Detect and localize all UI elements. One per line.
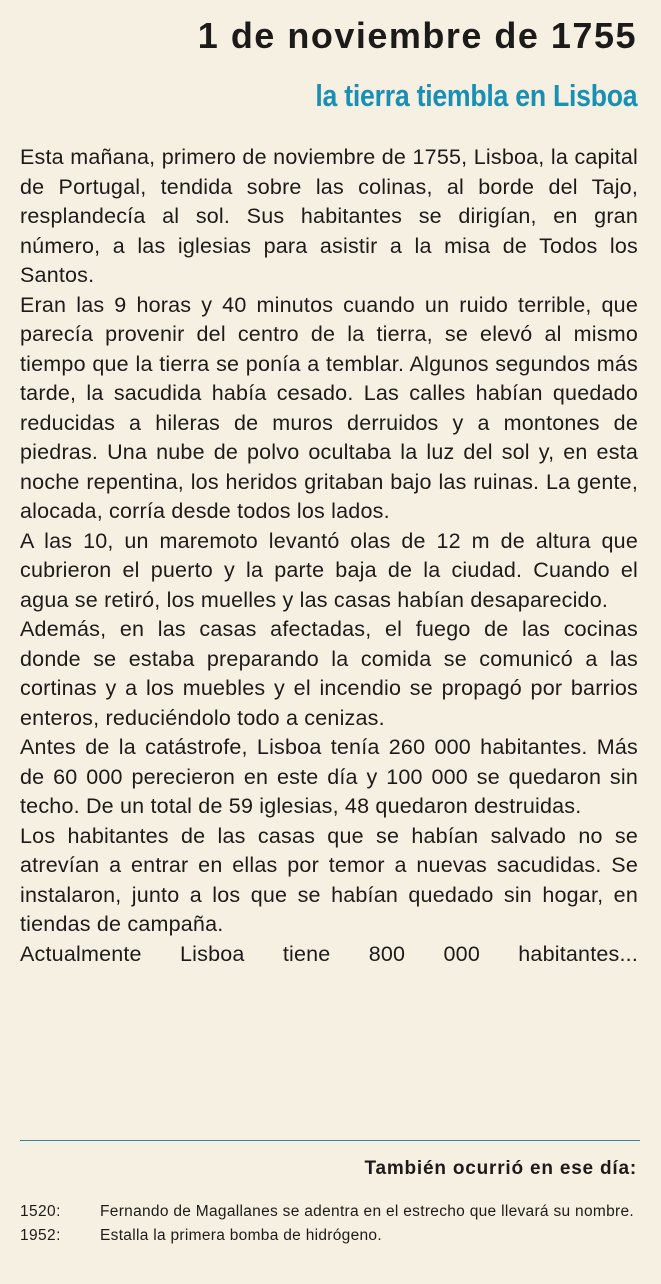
article-paragraph: Antes de la catástrofe, Lisboa tenía 260 000 habitantes. Más de 60 000 perecieron en este día y 100 000 se quedaron sin techo. De un total de 59 iglesias, 48 quedaron destruidas. xyxy=(20,735,638,818)
event-item xyxy=(20,1202,640,1222)
also-happened-title: También ocurrió en ese día: xyxy=(364,1158,637,1179)
article-paragraph: Eran las 9 horas y 40 minutos cuando un ruido terrible, que parecía provenir del centro de la tierra, se elevó al mismo tiempo que la tierra se ponía a temblar. Algunos segundos más tarde, la sacudida había cesado. Las calles habían quedado reducidas a hileras de muros derruidos y a montones de piedras. Una nube de polvo ocultaba la luz del sol y, en esta noche repentina, los heridos gritaban bajo las ruinas. La gente, alocada, corría desde todos los lados. xyxy=(20,292,638,523)
article-paragraph: Además, en las casas afectadas, el fuego de las cocinas donde se estaba preparando la comida se comunicó a las cortinas y a los muebles y el incendio se propagó por barrios enteros, reduciéndolo todo a cenizas. xyxy=(20,617,638,730)
events-list xyxy=(20,1202,640,1250)
event-text: Estalla la primera bomba de hidrógeno. xyxy=(100,1227,382,1244)
event-year: 1952: xyxy=(20,1227,61,1244)
article-paragraph: Actualmente Lisboa tiene 800 000 habitantes... xyxy=(20,941,638,966)
section-divider xyxy=(20,1140,640,1141)
page-subtitle: la tierra tiembla en Lisboa xyxy=(315,78,637,113)
event-year: 1520: xyxy=(20,1203,61,1220)
page-title: 1 de noviembre de 1755 xyxy=(197,15,637,56)
article-paragraph: Los habitantes de las casas que se habían salvado no se atrevían a entrar en ellas por temor a nuevas sacudidas. Se instalaron, junto a los que se habían quedado sin hogar, en tiendas de campaña. xyxy=(20,823,638,936)
event-item xyxy=(20,1226,640,1246)
article-paragraph: A las 10, un maremoto levantó olas de 12 m de altura que cubrieron el puerto y la parte baja de la ciudad. Cuando el agua se retiró, los muelles y las casas habían desaparecido. xyxy=(20,528,638,612)
event-text: Fernando de Magallanes se adentra en el estrecho que llevará su nombre. xyxy=(100,1203,634,1220)
article-body xyxy=(20,143,638,969)
article-paragraph: Esta mañana, primero de noviembre de 1755, Lisboa, la capital de Portugal, tendida sobre las colinas, al borde del Tajo, resplandecía al sol. Sus habitantes se dirigían, en gran número, a las iglesias para asistir a la misa de Todos los Santos. xyxy=(20,145,638,287)
